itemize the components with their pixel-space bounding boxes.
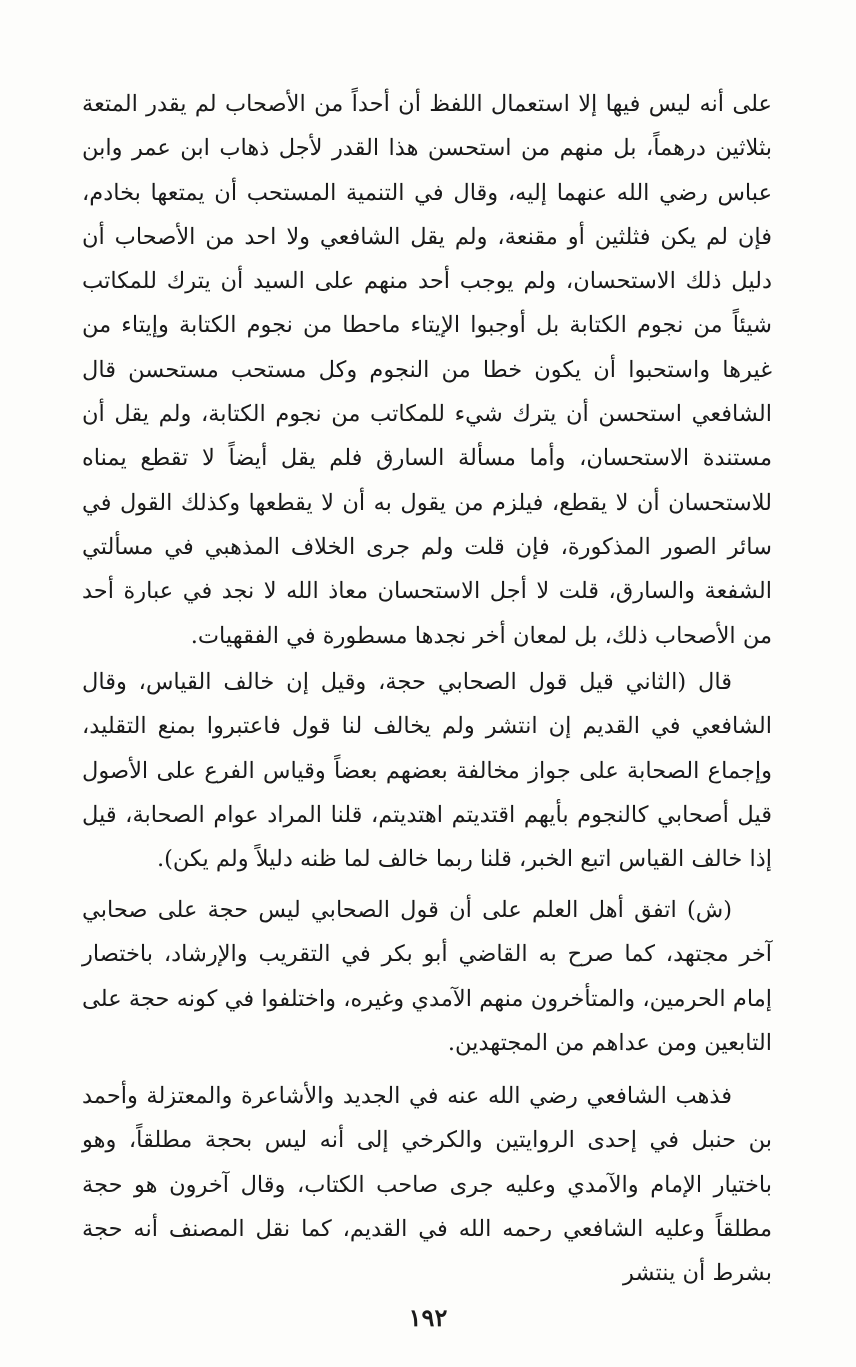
paragraph-text: قال (الثاني قيل قول الصحابي حجة، وقيل إن خالف القياس، وقال الشافعي في القديم إن انتشر ولم يخالف لنا قول فاعتبروا بمنع التقليد، وإجماع الصحابة على جواز مخالفة بعضهم بعضاً وقياس الفرع على الأصول قيل أصحابي كالنجوم بأيهم اقتديتم اهتديتم، قلنا المراد عوام الصحابة، قيل إذا خالف القياس اتبع الخبر، قلنا ربما خالف لما ظنه دليلاً ولم يكن).	[82, 669, 772, 873]
page-number: ١٩٢	[408, 1303, 448, 1332]
paragraph-text: (ش) اتفق أهل العلم على أن قول الصحابي ليس حجة على صحابي آخر مجتهد، كما صرح به القاضي أبو بكر في التقريب والإرشاد، باختصار إمام الحرمين، والمتأخرون منهم الآمدي وغيره، واختلفوا في كونه حجة على التابعين ومن عداهم من المجتهدين.	[82, 897, 772, 1056]
paragraph-matn-quote	[82, 660, 772, 881]
paragraph-text: فذهب الشافعي رضي الله عنه في الجديد والأشاعرة والمعتزلة وأحمد بن حنبل في إحدى الروايتين والكرخي إلى أنه ليس بحجة مطلقاً، وهو باختيار الإمام والآمدي وعليه جرى صاحب الكتاب، وقال آخرون هو حجة مطلقاً وعليه الشافعي رحمه الله في القديم، كما نقل المصنف أنه حجة بشرط أن ينتشر	[82, 1083, 772, 1287]
paragraph-continued	[82, 82, 772, 658]
paragraph-opinions	[82, 1074, 772, 1295]
paragraph-text: على أنه ليس فيها إلا استعمال اللفظ أن أحداً من الأصحاب لم يقدر المتعة بثلاثين درهماً، بل منهم من استحسن هذا القدر لأجل ذهاب ابن عمر وابن عباس رضي الله عنهما إليه، وقال في التنمية المستحب أن يمتعها بخادم، فإن لم يكن فثلثين أو مقنعة، ولم يقل الشافعي ولا احد من الأصحاب أن دليل ذلك الاستحسان، ولم يوجب أحد منهم على السيد أن يترك للمكاتب شيئاً من نجوم الكتابة بل أوجبوا الإيتاء ماحطا من نجوم الكتابة وإيتاء من غيرها واستحبوا أن يكون خطا من النجوم وكل مستحب مستحسن قال الشافعي استحسن أن يترك شيء للمكاتب من نجوم الكتابة، ولم يقل أن مستندة الاستحسان، وأما مسألة السارق فلم يقل أيضاً لا تقطع يمناه للاستحسان أن لا يقطع، فيلزم من يقول به أن لا يقطعها وكذلك القول في سائر الصور المذكورة، فإن قلت ولم جرى الخلاف المذهبي في مسألتي الشفعة والسارق، قلت لا أجل الاستحسان معاذ الله لا نجد في عبارة أحد من الأصحاب ذلك، بل لمعان أخر نجدها مسطورة في الفقهيات.	[82, 91, 772, 649]
paragraph-sharh	[82, 888, 772, 1065]
